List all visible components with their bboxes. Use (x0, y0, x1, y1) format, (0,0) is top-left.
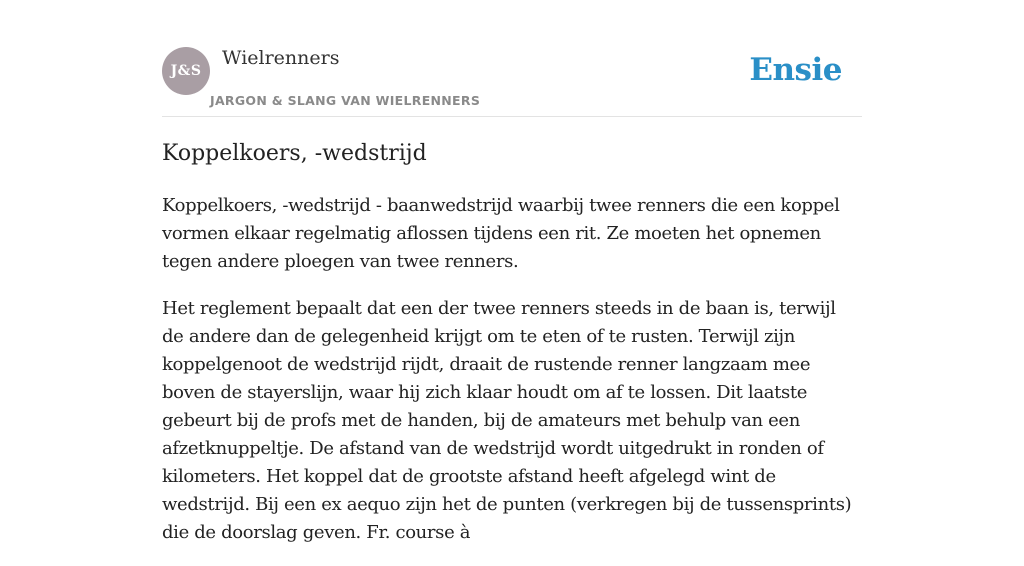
entry-paragraph-details: Het reglement bepaalt dat een der twee renners steeds in de baan is, terwijl de andere dan de gelegenheid krijgt om te eten of te rusten. Terwijl zijn koppelgenoot de wedstrijd rijdt, draait de rustende renner langzaam mee boven de stayerslijn, waar hij zich klaar houdt om af te lossen. Dit laatste gebeurt bij de profs met de handen, bij de amateurs met behulp van een afzetknuppeltje. De afstand van de wedstrijd wordt uitgedrukt in ronden of kilometers. Het koppel dat de grootste afstand heeft afgelegd wint de wedstrijd. Bij een ex aequo zijn het de punten (verkregen bij de tussensprints) die de doorslag geven. Fr. course à (162, 298, 852, 543)
entry-title: Koppelkoers, -wedstrijd (162, 141, 427, 166)
dictionary-header (162, 0, 862, 117)
dictionary-subtitle: JARGON & SLANG VAN WIELRENNERS (210, 93, 481, 108)
content-container (162, 0, 862, 543)
dictionary-avatar[interactable]: J&S (162, 47, 210, 95)
dictionary-title-link[interactable]: Wielrenners (222, 47, 340, 69)
entry-paragraph-definition: Koppelkoers, -wedstrijd - baanwedstrijd waarbij twee renners die een koppel vormen elkaar regelmatig aflossen tijdens een rit. Ze moeten het opnemen tegen andere ploegen van twee renners. (162, 195, 840, 272)
ensie-logo-link[interactable]: Ensie (749, 52, 842, 88)
entry-body (162, 192, 862, 566)
